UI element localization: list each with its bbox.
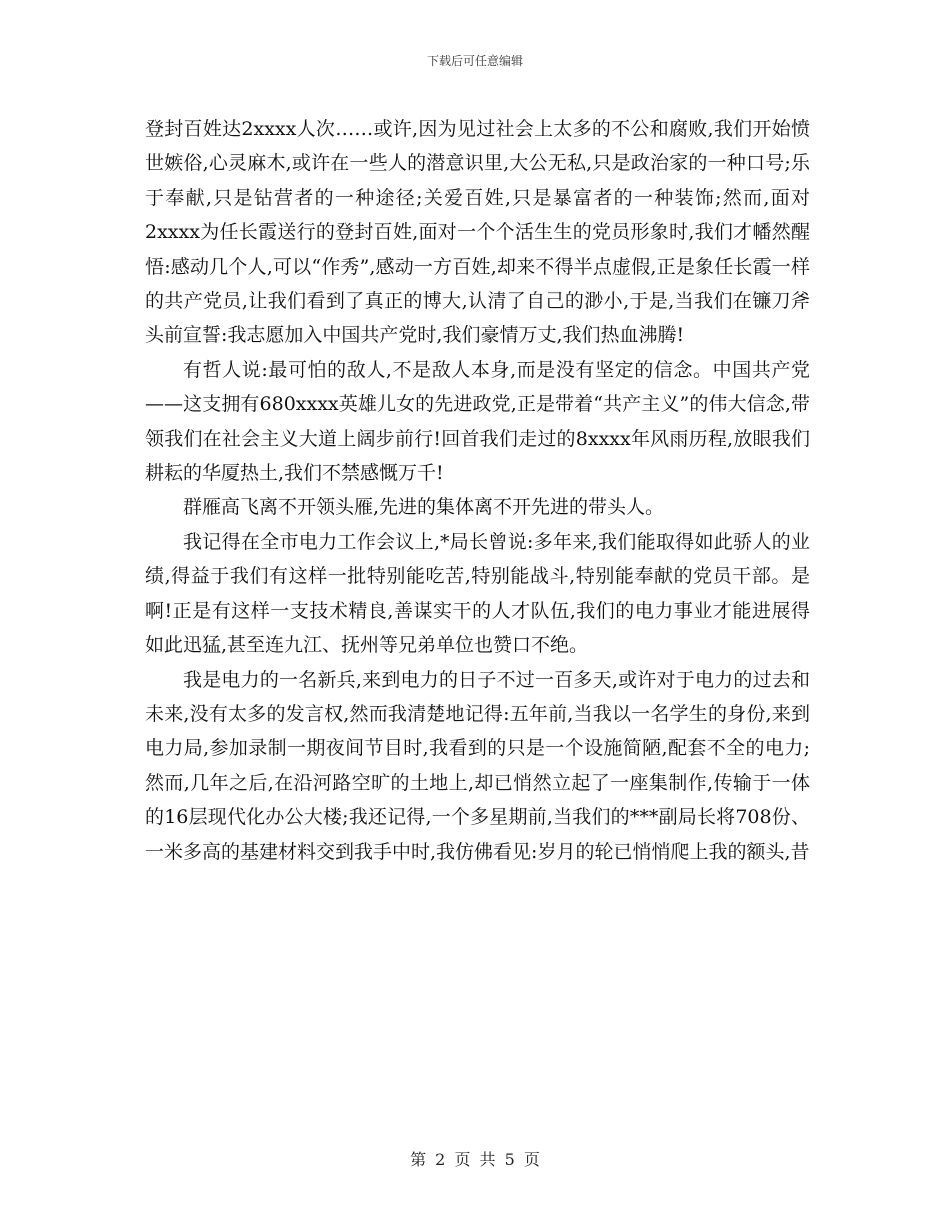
paragraph-3: 群雁高飞离不开领头雁,先进的集体离不开先进的带头人。 [183,496,665,519]
paragraph-1: 登封百姓达2xxxx人次……或许,因为见过社会上太多的不公和腐败,我们开始愤世嫉俗,心灵麻木,或许在一些人的潜意识里,大公无私,只是政治家的一种口号;乐于奉献,只是钻营者的一种途径;关爱百姓,只是暴富者的一种装饰;然而,面对2xxxx为任长霞送行的登封百姓,面对一个个活生生的党员形象时,我们才幡然醒悟:感动几个人,可以“作秀”,感动一方百姓,却来不得半点虚假,正是象任长霞一样的共产党员,让我们看到了真正的博大,认清了自己的渺小,于是,当我们在镰刀斧头前宣誓:我志愿加入中国共产党时,我们豪情万丈,我们热血沸腾! [145,118,810,347]
paragraph-4: 我记得在全市电力工作会议上,*局长曾说:多年来,我们能取得如此骄人的业绩,得益于我们有这样一批特别能吃苦,特别能战斗,特别能奉献的党员干部。是啊!正是有这样一支技术精良,善谋实干的人才队伍,我们的电力事业才能进展得如此迅猛,甚至连九江、抚州等兄弟单位也赞口不绝。 [145,530,810,657]
paragraph-2: 有哲人说:最可怕的敌人,不是敌人本身,而是没有坚定的信念。中国共产党——这支拥有680xxxx英雄儿女的先进政党,正是带着“共产主义”的伟大信念,带领我们在社会主义大道上阔步前行!回首我们走过的8xxxx年风雨历程,放眼我们耕耘的华厦热土,我们不禁感慨万千! [145,358,810,485]
paragraph-5: 我是电力的一名新兵,来到电力的日子不过一百多天,或许对于电力的过去和未来,没有太多的发言权,然而我清楚地记得:五年前,当我以一名学生的身份,来到电力局,参加录制一期夜间节目时,我看到的只是一个设施简陋,配套不全的电力;然而,几年之后,在沿河路空旷的土地上,却已悄然立起了一座集制作,传输于一体的16层现代化办公大楼;我还记得,一个多星期前,当我们的***副局长将708份、一米多高的基建材料交到我手中时,我仿佛看见:岁月的轮已悄悄爬上我的额头,昔 [145,668,810,863]
page-header: 下载后可任意编辑 [426,54,523,68]
document-body [145,112,810,869]
page-footer: 第 2 页 共 5 页 [410,1150,540,1169]
